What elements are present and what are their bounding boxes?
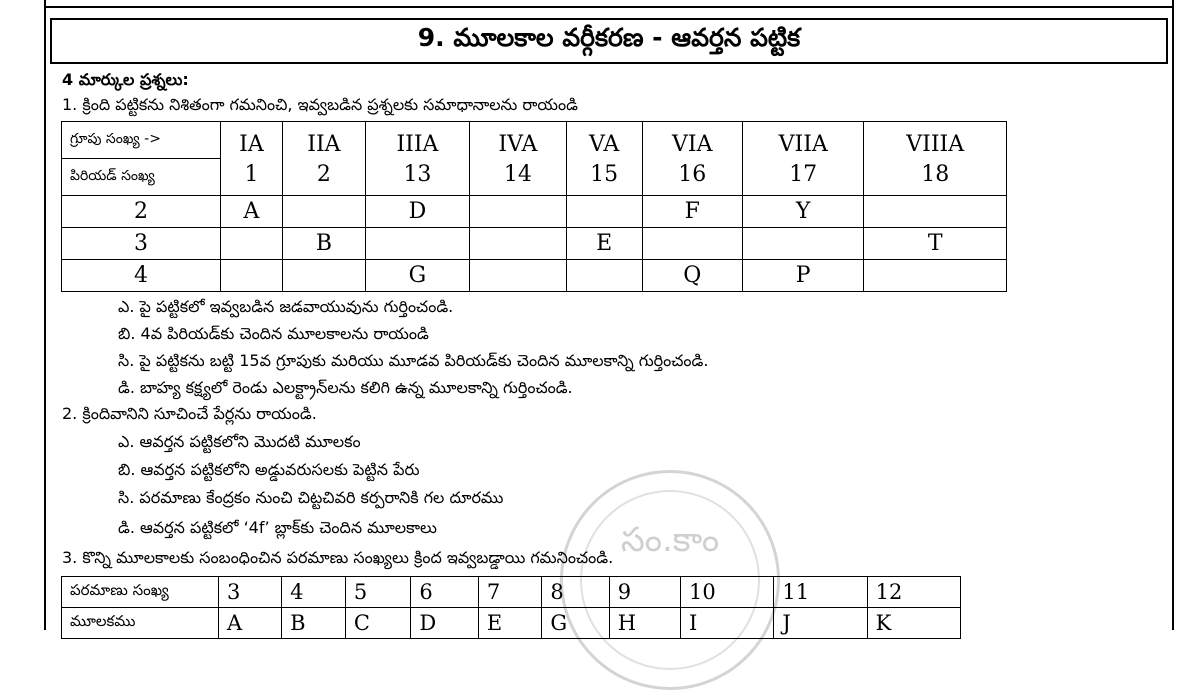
atomic-number-cell: 9 [609,577,680,608]
group-header: IVA 14 [469,122,566,196]
element-cell: K [867,608,960,639]
group-header: IIA 2 [282,122,365,196]
group-header: VIA 16 [642,122,742,196]
group-header: VIIIA 18 [864,122,1007,196]
element-cell: I [681,608,774,639]
group-header: IA 1 [221,122,283,196]
element-cell [566,196,642,228]
period-number-label: పిరియడ్ సంఖ్య [62,159,221,196]
atomic-number-cell: 4 [282,577,346,608]
element-cell [282,260,365,292]
element-label: మూలకము [62,608,219,639]
element-cell: G [542,608,609,639]
question-3: 3. కొన్ని మూలకాలకు సంబంధించిన పరమాణు సంఖ్యలు క్రింద ఇవ్వబడ్డాయి గమనించండి. [62,548,614,567]
q1-sub-d: డి. బాహ్య కక్ష్యలో రెండు ఎలక్ట్రాన్‌లను కలిగి ఉన్న మూలకాన్ని గుర్తించండి. [118,378,573,397]
question-2: 2. క్రిందివానిని సూచించే పేర్లను రాయండి. [62,404,317,423]
table-row [62,228,1007,260]
atomic-number-cell: 6 [411,577,478,608]
element-cell: C [345,608,410,639]
element-cell: D [365,196,469,228]
table-row [62,577,961,608]
section-heading: 4 మార్కుల ప్రశ్నలు: [62,70,189,89]
element-cell: T [864,228,1007,260]
atomic-number-cell: 3 [219,577,282,608]
element-cell [221,260,283,292]
table-row [62,608,961,639]
element-cell: E [478,608,542,639]
element-cell: A [219,608,282,639]
element-cell [221,228,283,260]
atomic-number-cell: 8 [542,577,609,608]
question-1: 1. క్రింది పట్టికను నిశితంగా గమనించి, ఇవ్వబడిన ప్రశ్నలకు సమాధానాలను రాయండి [62,95,578,114]
element-cell: H [609,608,680,639]
watermark-text: సం.కాం [620,520,720,560]
element-cell [642,228,742,260]
top-rule [44,6,1174,8]
atomic-number-cell: 11 [774,577,867,608]
period-cell: 3 [62,228,221,260]
element-cell: F [642,196,742,228]
element-cell [864,196,1007,228]
group-header: VIIA 17 [742,122,863,196]
period-cell: 2 [62,196,221,228]
element-cell [566,260,642,292]
q2-sub-d: డి. ఆవర్తన పట్టికలో ‘4f’ బ్లాక్‌కు చెందిన మూలకాలు [118,518,437,537]
title-box [50,18,1168,64]
element-cell: Y [742,196,863,228]
atomic-number-cell: 10 [681,577,774,608]
atomic-number-cell: 5 [345,577,410,608]
element-cell [864,260,1007,292]
q1-sub-a: ఎ. పై పట్టికలో ఇవ్వబడిన జడవాయువును గుర్తించండి. [118,297,454,316]
element-cell [282,196,365,228]
table-row [62,260,1007,292]
element-cell: E [566,228,642,260]
element-cell [365,228,469,260]
q2-sub-b: బి. ఆవర్తన పట్టికలోని అడ్డువరుసలకు పెట్టిన పేరు [118,460,420,479]
element-cell: D [411,608,478,639]
element-cell: B [282,228,365,260]
element-cell: B [282,608,346,639]
element-cell [469,196,566,228]
group-number-label: గ్రూపు సంఖ్య -> [62,122,221,159]
group-header: VA 15 [566,122,642,196]
element-cell [469,228,566,260]
atomic-number-cell: 7 [478,577,542,608]
q1-sub-b: బి. 4వ పిరియడ్‌కు చెందిన మూలకాలను రాయండి [118,324,429,343]
periodic-table-question [61,121,1007,292]
q2-sub-a: ఎ. ఆవర్తన పట్టికలోని మొదటి మూలకం [118,432,361,451]
element-cell: Q [642,260,742,292]
element-cell: P [742,260,863,292]
atomic-number-cell: 12 [867,577,960,608]
period-cell: 4 [62,260,221,292]
element-cell: G [365,260,469,292]
table-row [62,196,1007,228]
q1-sub-c: సి. పై పట్టికను బట్టి 15వ గ్రూపుకు మరియు మూడవ పిరియడ్‌కు చెందిన మూలకాన్ని గుర్తించండి. [118,351,709,370]
q2-sub-c: సి. పరమాణు కేంద్రకం నుంచి చిట్టచివరి కర్పరానికి గల దూరము [118,488,504,507]
element-cell: J [774,608,867,639]
page-title: 9. మూలకాల వర్గీకరణ - ఆవర్తన పట్టిక [417,23,801,52]
element-cell: A [221,196,283,228]
group-header: IIIA 13 [365,122,469,196]
atomic-number-label: పరమాణు సంఖ్య [62,577,219,608]
element-cell [742,228,863,260]
element-cell [469,260,566,292]
